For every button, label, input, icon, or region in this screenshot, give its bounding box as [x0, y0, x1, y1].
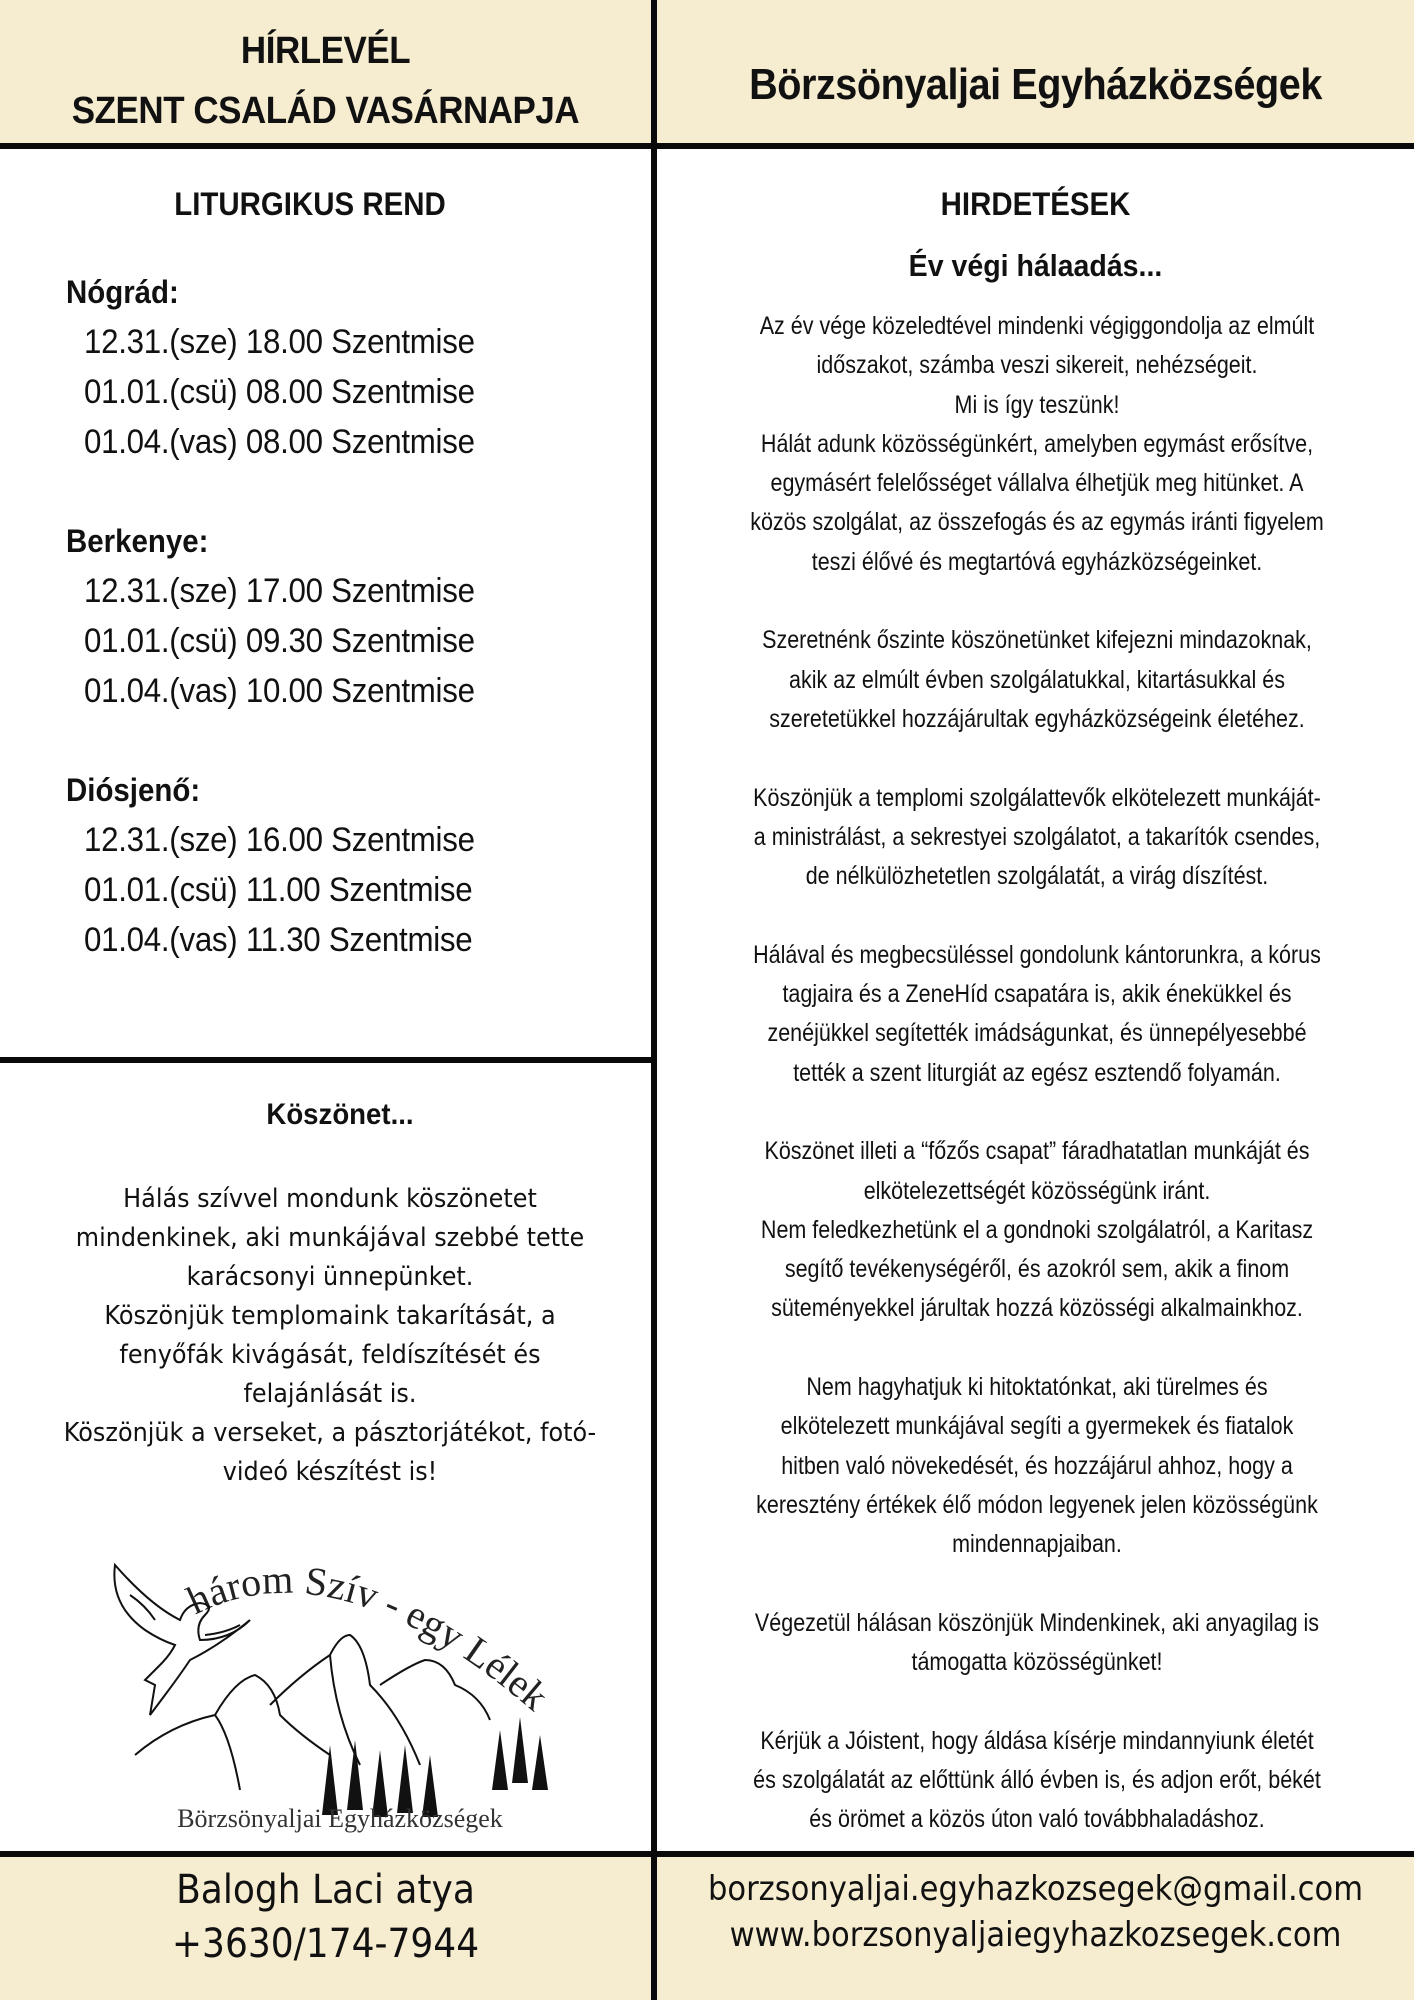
thanks-line: felajánlását is. [243, 1379, 417, 1409]
thanks-line: Köszönjük a verseket, a pásztorjátékot, fotó- [63, 1418, 597, 1448]
paragraph-spacer [718, 1329, 1356, 1368]
footer-left-panel [0, 1857, 651, 2000]
announcement-line: elkötelezettségét közösségünk iránt. [863, 1176, 1211, 1205]
announcement-line: és örömet a közös úton való továbbhaladáshoz. [809, 1805, 1265, 1834]
paragraph-spacer [718, 896, 1356, 935]
mass-time: 01.04.(vas) 10.00 Szentmise [84, 672, 475, 710]
logo-illustration [100, 1545, 600, 1835]
thanks-line: Köszönjük templomaink takarítását, a [104, 1301, 556, 1331]
mass-time: 12.31.(sze) 16.00 Szentmise [84, 821, 475, 859]
mass-time: 01.04.(vas) 08.00 Szentmise [84, 423, 475, 461]
phone-number[interactable]: +3630/174-7944 [171, 1921, 480, 1967]
mass-time: 01.01.(csü) 08.00 Szentmise [84, 373, 475, 411]
announcement-line: egymásért felelősséget vállalva élhetjük meg hitünket. A [770, 469, 1304, 498]
mass-time: 12.31.(sze) 17.00 Szentmise [84, 572, 475, 610]
announcement-line: Köszönet illeti a “főzős csapat” fáradhatatlan munkáját és [764, 1137, 1310, 1166]
announcement-line: mindennapjaiban. [952, 1530, 1122, 1559]
announcement-line: Nem hagyhatjuk ki hitoktatónkat, aki türelmes és [806, 1373, 1268, 1402]
thanks-line: karácsonyi ünnepünket. [186, 1262, 474, 1292]
announcement-line: süteményekkel járultak hozzá közösségi alkalmainkhoz. [771, 1294, 1303, 1323]
logo-caption: Börzsönyaljai Egyházközségek [177, 1804, 503, 1833]
priest-name: Balogh Laci atya [176, 1867, 475, 1913]
paragraph-spacer [718, 582, 1356, 621]
announcements-text [666, 307, 1408, 1840]
thanks-text [30, 1180, 630, 1492]
place-name: Diósjenő: [66, 772, 201, 808]
announcements-heading: HIRDETÉSEK [940, 186, 1131, 222]
announcement-line: tették a szent liturgiát az egész esztendő folyamán. [793, 1058, 1281, 1087]
announcement-line: hitben való növekedését, és hozzájárul ahhoz, hogy a [781, 1451, 1293, 1480]
trees-icon [322, 1717, 548, 1817]
announcements-subheading: Év végi hálaadás... [908, 248, 1163, 283]
mass-time: 12.31.(sze) 18.00 Szentmise [84, 323, 475, 361]
announcement-line: zenéjükkel segítették imádságunkat, és ünnepélyesebbé [767, 1019, 1307, 1048]
announcement-line: és szolgálatát az előttünk álló évben is, és adjon erőt, békét [753, 1765, 1321, 1794]
mass-time: 01.04.(vas) 11.30 Szentmise [84, 921, 473, 959]
announcement-line: támogatta közösségünket! [911, 1648, 1163, 1677]
announcement-line: Mi is így teszünk! [954, 390, 1120, 419]
mountains-icon [135, 1635, 490, 1790]
website-link[interactable]: www.borzsonyaljaiegyhazkozsegek.com [729, 1915, 1342, 1955]
thanks-heading: Köszönet... [266, 1098, 414, 1131]
announcement-line: de nélkülözhetetlen szolgálatát, a virág díszítést. [805, 862, 1269, 891]
announcement-line: Hálát adunk közösségünkért, amelyben egymást erősítve, [760, 429, 1314, 458]
announcement-line: időszakot, számba veszi sikereit, nehézségeit. [816, 351, 1258, 380]
paragraph-spacer [718, 1565, 1356, 1604]
thanks-line: videó készítést is! [222, 1457, 438, 1487]
announcement-line: Szeretnénk őszinte köszönetünket kifejezni mindazoknak, [762, 626, 1312, 655]
announcement-line: elkötelezett munkájával segíti a gyermekek és fiatalok [780, 1412, 1294, 1441]
newsletter-title: HÍRLEVÉL [240, 30, 411, 72]
paragraph-spacer [718, 1093, 1356, 1132]
parish-logo [100, 1545, 600, 1835]
liturgy-heading: LITURGIKUS REND [174, 186, 446, 222]
thanks-line: Hálás szívvel mondunk köszönetet [123, 1184, 537, 1214]
announcement-line: a ministrálást, a sekrestyei szolgálatot, a takarítók csendes, [753, 822, 1321, 851]
announcement-line: Hálával és megbecsüléssel gondolunk kántorunkra, a kórus [753, 940, 1321, 969]
footer-right-panel [657, 1857, 1414, 2000]
mass-time: 01.01.(csü) 11.00 Szentmise [84, 871, 473, 909]
announcement-line: szeretetükkel hozzájárultak egyházközségeink életéhez. [769, 704, 1305, 733]
announcement-line: közös szolgálat, az összefogás és az egymás iránti figyelem [750, 508, 1324, 537]
left-section-divider [0, 1057, 654, 1063]
logo-arc-text: három Szív - egy Lélek [180, 1556, 558, 1720]
announcement-line: tagjaira és a ZeneHíd csapatára is, akik énekükkel és [782, 980, 1292, 1009]
organization-name: Börzsönyaljai Egyházközségek [749, 60, 1322, 109]
column-divider [651, 0, 657, 2000]
thanks-line: mindenkinek, aki munkájával szebbé tette [75, 1223, 585, 1253]
paragraph-spacer [718, 739, 1356, 778]
header-right-panel [657, 0, 1414, 143]
header-left-panel [0, 0, 651, 143]
announcement-line: segítő tevékenységéről, és azokról sem, akik a finom [784, 1255, 1290, 1284]
announcement-line: akik az elmúlt évben szolgálatukkal, kitartásukkal és [789, 665, 1285, 694]
email-link[interactable]: borzsonyaljai.egyhazkozsegek@gmail.com [707, 1869, 1364, 1909]
place-name: Nógrád: [66, 274, 179, 310]
paragraph-spacer [718, 1682, 1356, 1721]
announcement-line: Végezetül hálásan köszönjük Mindenkinek, aki anyagilag is [754, 1608, 1320, 1637]
announcement-line: keresztény értékek élő módon legyenek jelen közösségünk [756, 1490, 1318, 1519]
thanks-line: fenyőfák kivágását, feldíszítését és [119, 1340, 541, 1370]
mass-time: 01.01.(csü) 09.30 Szentmise [84, 622, 475, 660]
header-divider [0, 143, 1414, 149]
announcement-line: teszi élővé és megtartóvá egyházközségeinket. [811, 547, 1263, 576]
place-name: Berkenye: [66, 523, 209, 559]
announcement-line: Kérjük a Jóistent, hogy áldása kísérje mindannyiunk életét [760, 1726, 1314, 1755]
newsletter-subtitle: SZENT CSALÁD VASÁRNAPJA [71, 90, 580, 132]
announcement-line: Nem feledkezhetünk el a gondnoki szolgálatról, a Karitasz [760, 1215, 1314, 1244]
announcement-line: Köszönjük a templomi szolgálattevők elkötelezett munkáját- [753, 783, 1321, 812]
announcement-line: Az év vége közeledtével mindenki végiggondolja az elmúlt [759, 312, 1315, 340]
